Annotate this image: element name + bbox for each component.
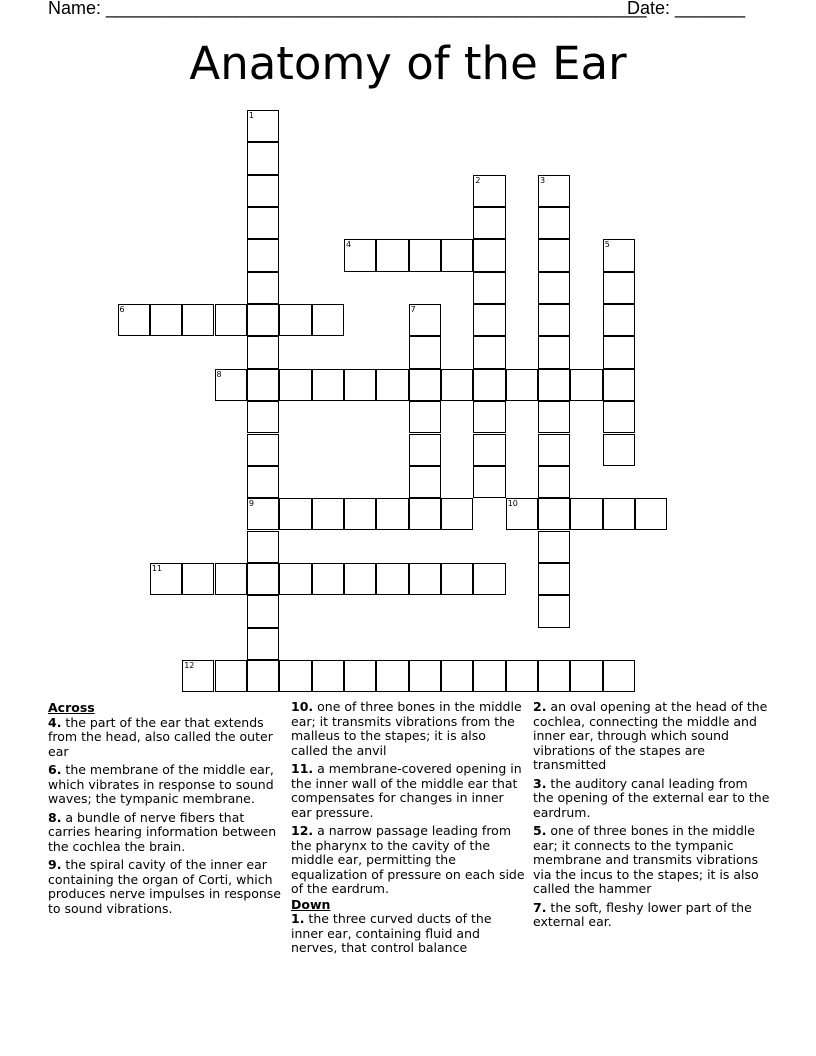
grid-cell[interactable]: [473, 401, 505, 433]
grid-cell[interactable]: [344, 660, 376, 692]
grid-cell[interactable]: [441, 239, 473, 271]
cell-number: 11: [151, 563, 163, 573]
grid-cell[interactable]: [215, 563, 247, 595]
grid-cell[interactable]: [409, 563, 441, 595]
grid-cell[interactable]: [247, 142, 279, 174]
grid-cell[interactable]: [570, 498, 602, 530]
grid-cell[interactable]: [247, 304, 279, 336]
grid-cell[interactable]: [473, 304, 505, 336]
grid-cell[interactable]: [506, 660, 538, 692]
cell-number: 2: [475, 175, 481, 185]
grid-cell[interactable]: [409, 401, 441, 433]
clue-down-2: [533, 700, 771, 773]
clue-down-5: [533, 824, 771, 897]
grid-cell[interactable]: [247, 336, 279, 368]
down-heading: Down: [291, 896, 331, 912]
grid-cell[interactable]: [247, 369, 279, 401]
clue-text: the auditory canal leading from the opening of the external ear to the eardrum.: [533, 775, 770, 820]
grid-cell[interactable]: [441, 660, 473, 692]
grid-cell[interactable]: [279, 498, 311, 530]
grid-cell[interactable]: [344, 563, 376, 595]
grid-cell[interactable]: [344, 498, 376, 530]
clue-number: 5.: [533, 823, 547, 838]
cell-number: 5: [604, 240, 610, 250]
clue-number: 4.: [48, 714, 62, 730]
clue-text: an oval opening at the head of the cochlea, connecting the middle and inner ear, through which sound vibrations of the stapes are transmitted: [533, 699, 768, 772]
grid-cell[interactable]: [409, 239, 441, 271]
grid-cell[interactable]: [473, 175, 505, 207]
grid-cell[interactable]: [441, 563, 473, 595]
grid-cell[interactable]: [279, 369, 311, 401]
grid-cell[interactable]: [247, 272, 279, 304]
grid-cell[interactable]: [473, 239, 505, 271]
grid-cell[interactable]: [603, 660, 635, 692]
clue-text: one of three bones in the middle ear; it connects to the tympanic membrane and transmits vibrations via the incus to the stapes; it is also called the hammer: [533, 823, 759, 896]
clue-text: a narrow passage leading from the pharynx to the cavity of the middle ear, permitting the equalization of pressure on each side of the eardrum.: [291, 823, 525, 896]
clue-number: 10.: [291, 699, 314, 714]
clue-down-3: [533, 777, 771, 821]
grid-cell[interactable]: [603, 434, 635, 466]
grid-cell[interactable]: [538, 175, 570, 207]
grid-cell[interactable]: [538, 401, 570, 433]
grid-cell[interactable]: [538, 531, 570, 563]
grid-cell[interactable]: [603, 401, 635, 433]
grid-cell[interactable]: [376, 239, 408, 271]
grid-cell[interactable]: [409, 498, 441, 530]
grid-cell[interactable]: [215, 660, 247, 692]
clue-column-3: [533, 700, 771, 934]
grid-cell[interactable]: [570, 369, 602, 401]
clue-down-7: [533, 901, 771, 930]
clue-text: the soft, fleshy lower part of the external ear.: [533, 899, 752, 929]
clue-across-11: [291, 762, 525, 820]
cell-number: 12: [184, 660, 195, 670]
grid-cell[interactable]: [247, 175, 279, 207]
grid-cell[interactable]: [473, 466, 505, 498]
grid-cell[interactable]: [279, 563, 311, 595]
grid-cell[interactable]: [473, 434, 505, 466]
grid-cell[interactable]: [473, 369, 505, 401]
clue-number: 8.: [48, 809, 62, 825]
grid-cell[interactable]: [182, 660, 214, 692]
clue-number: 2.: [533, 699, 547, 714]
cell-number: 3: [540, 175, 546, 185]
grid-cell[interactable]: [247, 239, 279, 271]
grid-cell[interactable]: [182, 563, 214, 595]
grid-cell[interactable]: [215, 369, 247, 401]
grid-cell[interactable]: [247, 563, 279, 595]
grid-cell[interactable]: [538, 207, 570, 239]
clue-across-4: [48, 716, 282, 760]
grid-cell[interactable]: [279, 660, 311, 692]
date-field: Date: _______: [627, 0, 746, 18]
grid-cell[interactable]: [247, 207, 279, 239]
grid-cell[interactable]: [376, 498, 408, 530]
grid-cell[interactable]: [344, 239, 376, 271]
clue-column-2: [291, 700, 525, 960]
grid-cell[interactable]: [247, 401, 279, 433]
grid-cell[interactable]: [538, 272, 570, 304]
grid-cell[interactable]: [473, 336, 505, 368]
grid-cell[interactable]: [570, 660, 602, 692]
grid-cell[interactable]: [473, 272, 505, 304]
grid-cell[interactable]: [441, 369, 473, 401]
grid-cell[interactable]: [247, 466, 279, 498]
grid-cell[interactable]: [247, 628, 279, 660]
clue-text: the membrane of the middle ear, which vibrates in response to sound waves; the tympanic membrane.: [48, 762, 274, 806]
grid-cell[interactable]: [376, 660, 408, 692]
grid-cell[interactable]: [538, 304, 570, 336]
grid-cell[interactable]: [506, 369, 538, 401]
grid-cell[interactable]: [312, 304, 344, 336]
grid-cell[interactable]: [538, 466, 570, 498]
grid-cell[interactable]: [473, 660, 505, 692]
cell-number: 10: [507, 499, 518, 509]
grid-cell[interactable]: [247, 110, 279, 142]
cell-number: 9: [248, 499, 254, 509]
grid-cell[interactable]: [409, 466, 441, 498]
clue-number: 6.: [48, 762, 62, 777]
page-title: Anatomy of the Ear: [189, 37, 627, 90]
cell-number: 6: [119, 305, 125, 315]
grid-cell[interactable]: [603, 498, 635, 530]
cell-number: 1: [248, 111, 254, 120]
grid-cell[interactable]: [635, 498, 667, 530]
grid-cell[interactable]: [247, 660, 279, 692]
clue-column-1: [48, 700, 282, 920]
grid-cell[interactable]: [409, 660, 441, 692]
clue-text: the spiral cavity of the inner ear containing the organ of Corti, which produces nerve impulses in response to sound vibrations.: [48, 857, 281, 916]
grid-cell[interactable]: [376, 369, 408, 401]
grid-cell[interactable]: [473, 563, 505, 595]
grid-cell[interactable]: [215, 304, 247, 336]
across-heading: Across: [48, 700, 95, 715]
clue-across-6: [48, 763, 282, 807]
grid-cell[interactable]: [409, 369, 441, 401]
cell-number: 7: [410, 305, 416, 315]
grid-cell[interactable]: [603, 272, 635, 304]
clue-text: a bundle of nerve fibers that carries hearing information between the cochlea the brain.: [48, 809, 277, 854]
clue-across-10: [291, 700, 525, 758]
grid-cell[interactable]: [312, 498, 344, 530]
grid-cell[interactable]: [603, 336, 635, 368]
grid-cell[interactable]: [312, 369, 344, 401]
grid-cell[interactable]: [150, 563, 182, 595]
grid-cell[interactable]: [344, 369, 376, 401]
grid-cell[interactable]: [538, 336, 570, 368]
grid-cell[interactable]: [538, 434, 570, 466]
grid-cell[interactable]: [150, 304, 182, 336]
grid-cell[interactable]: [441, 498, 473, 530]
grid-cell[interactable]: [538, 369, 570, 401]
clue-text: a membrane-covered opening in the inner wall of the middle ear that compensates for changes in inner ear pressure.: [291, 761, 522, 820]
grid-cell[interactable]: [247, 531, 279, 563]
clue-number: 7.: [533, 899, 547, 915]
clue-text: one of three bones in the middle ear; it transmits vibrations from the malleus to the stapes; it is also called the anvil: [291, 699, 522, 758]
grid-cell[interactable]: [538, 660, 570, 692]
grid-cell[interactable]: [247, 595, 279, 627]
clue-down-1: [291, 912, 525, 956]
clue-number: 12.: [291, 823, 314, 838]
clue-across-8: [48, 811, 282, 855]
grid-cell[interactable]: [603, 304, 635, 336]
clue-across-9: [48, 858, 282, 916]
grid-cell[interactable]: [247, 498, 279, 530]
clue-number: 9.: [48, 857, 62, 872]
grid-cell[interactable]: [409, 304, 441, 336]
grid-cell[interactable]: [538, 498, 570, 530]
grid-cell[interactable]: [603, 239, 635, 271]
clue-text: the part of the ear that extends from the head, also called the outer ear: [48, 714, 273, 759]
grid-cell[interactable]: [603, 369, 635, 401]
clue-number: 3.: [533, 775, 547, 791]
clue-number: 1.: [291, 911, 305, 926]
grid-cell[interactable]: [538, 563, 570, 595]
cell-number: 4: [345, 240, 352, 250]
grid-cell[interactable]: [376, 563, 408, 595]
clue-number: 11.: [291, 761, 314, 776]
cell-number: 8: [216, 369, 222, 379]
grid-cell[interactable]: [312, 660, 344, 692]
clue-text: the three curved ducts of the inner ear, containing fluid and nerves, that control balance: [291, 911, 492, 955]
grid-cell[interactable]: [538, 595, 570, 627]
grid-cell[interactable]: [279, 304, 311, 336]
grid-cell[interactable]: [312, 563, 344, 595]
name-field: Name: ______________________________________________________: [48, 0, 647, 18]
clue-across-12: [291, 824, 525, 897]
grid-cell[interactable]: [182, 304, 214, 336]
grid-cell[interactable]: [409, 434, 441, 466]
grid-cell[interactable]: [118, 304, 150, 336]
grid-cell[interactable]: [247, 434, 279, 466]
grid-cell[interactable]: [506, 498, 538, 530]
grid-cell[interactable]: [473, 207, 505, 239]
grid-cell[interactable]: [409, 336, 441, 368]
grid-cell[interactable]: [538, 239, 570, 271]
